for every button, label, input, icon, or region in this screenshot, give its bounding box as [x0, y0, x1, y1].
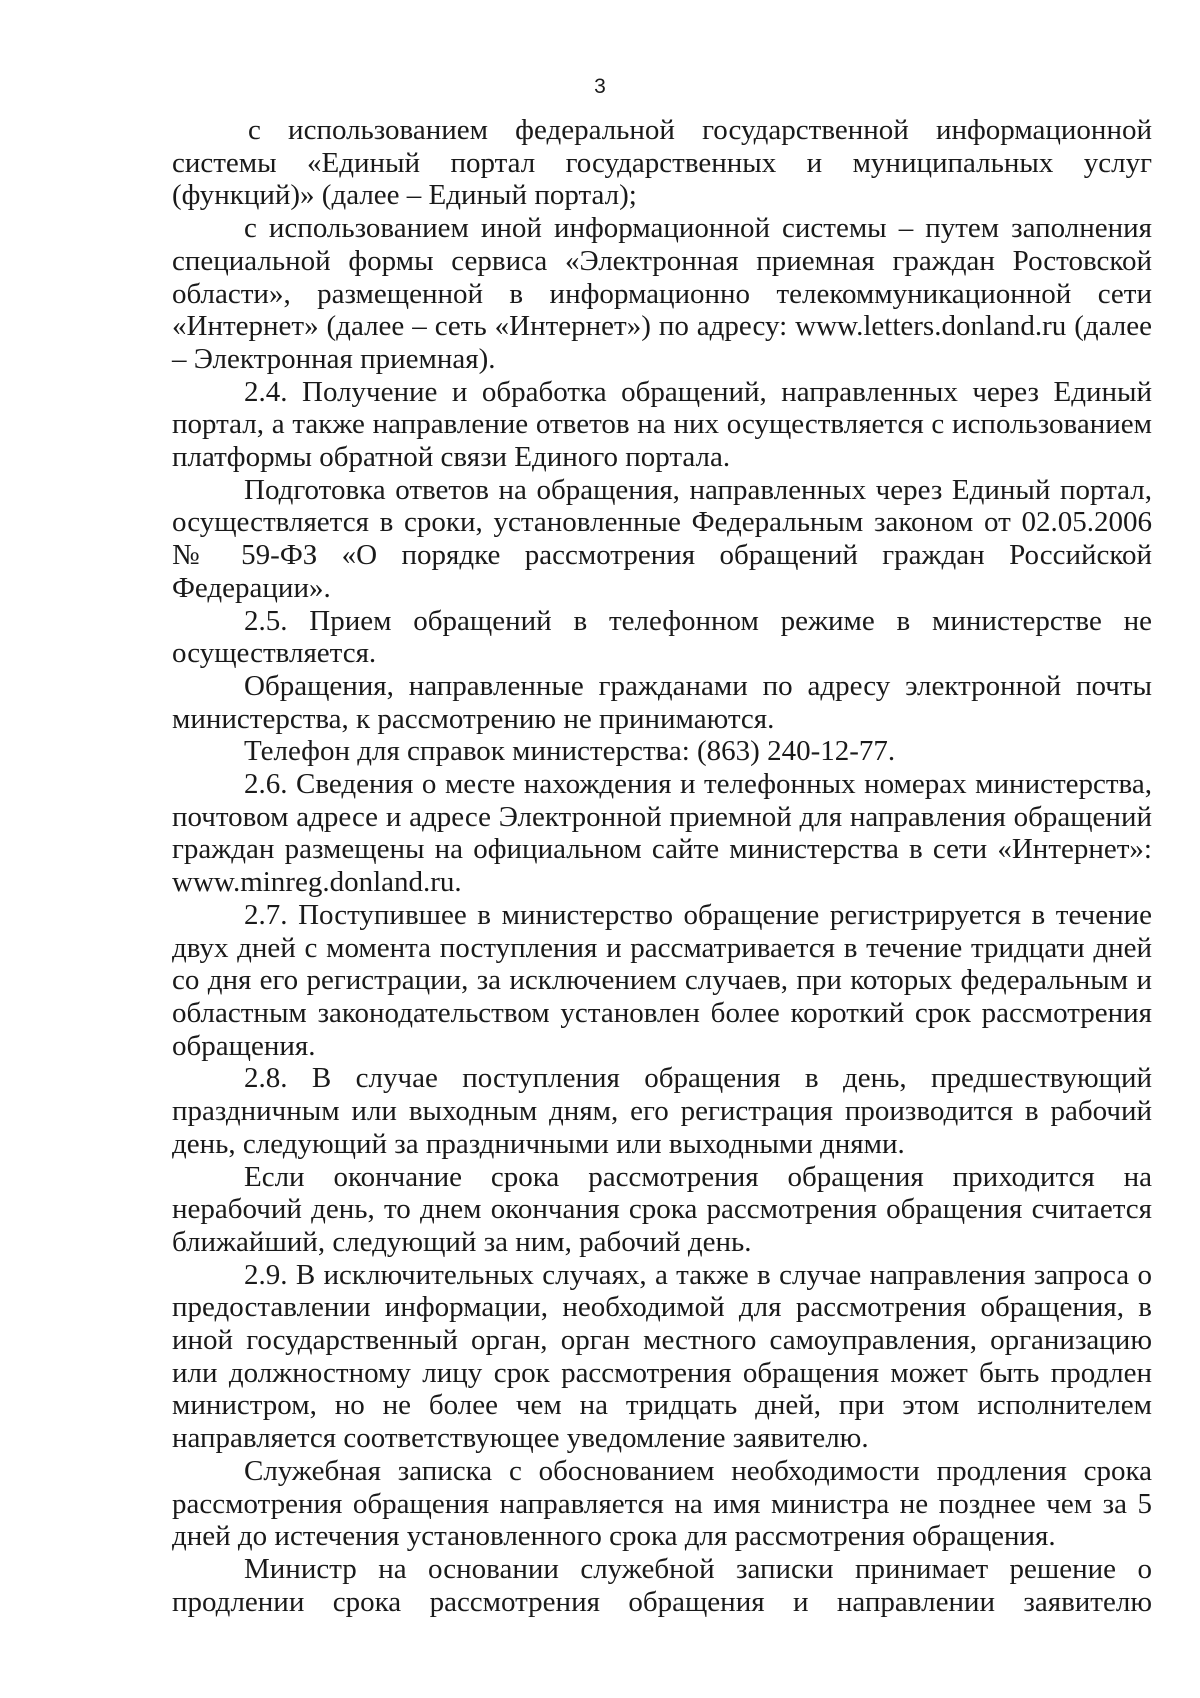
page-number: 3 — [594, 75, 606, 98]
paragraph-non-working-day: Если окончание срока рассмотрения обращения приходится на нерабочий день, то днем окончания срока рассмотрения обращения считается ближайший, следующий за ним, рабочий день. — [172, 1160, 1152, 1258]
paragraph-2-4: 2.4. Получение и обработка обращений, направленных через Единый портал, а также направление ответов на них осуществляется с использованием платформы обратной связи Единого портала. — [172, 375, 1152, 474]
paragraph-reference-phone: Телефон для справок министерства: (863) 240-12-77. — [244, 735, 896, 768]
paragraph-email-not-accepted: Обращения, направленные гражданами по адресу электронной почты министерства, к рассмотрению не принимаются. — [172, 669, 1152, 735]
paragraph-2-5: 2.5. Прием обращений в телефонном режиме в министерстве не осуществляется. — [172, 604, 1152, 670]
paragraph-response-deadlines: Подготовка ответов на обращения, направленных через Единый портал, осуществляется в сроки, установленные Федеральным законом от 02.05.2006 № 59-ФЗ «О порядке рассмотрения обращений граждан Российской Федерации». — [172, 473, 1152, 604]
paragraph-2-7: 2.7. Поступившее в министерство обращение регистрируется в течение двух дней с момента поступления и рассматривается в течение тридцати дней со дня его регистрации, за исключением случаев, при которых федеральным и областным законодательством установлен более короткий срок рассмотрения обращения. — [172, 898, 1152, 1062]
body-text — [172, 114, 1152, 1618]
paragraph-2-8: 2.8. В случае поступления обращения в день, предшествующий праздничным или выходным дням, его регистрация производится в рабочий день, следующий за праздничными или выходными днями. — [172, 1062, 1152, 1160]
paragraph-memo: Служебная записка с обоснованием необходимости продления срока рассмотрения обращения направляется на имя министра не позднее чем за 5 дней до истечения установленного срока для рассмотрения обращения. — [172, 1454, 1152, 1553]
paragraph-minister-decision: Министр на основании служебной записки принимает решение о продлении срока рассмотрения обращения и направлении заявителю — [172, 1552, 1152, 1618]
paragraph-epgu-channel: с использованием федеральной государственной информационной системы «Единый портал государственных и муниципальных услуг (функций)» (далее – Единый портал); — [172, 114, 1152, 212]
paragraph-electronic-reception-channel: с использованием иной информационной системы – путем заполнения специальной формы сервиса «Электронная приемная граждан Ростовской области», размещенной в информационно телекоммуникационной сети «Интернет» (далее – сеть «Интернет») по адресу: www.letters.donland.ru (далее – Электронная приемная). — [172, 212, 1152, 375]
paragraph-2-9: 2.9. В исключительных случаях, а также в случае направления запроса о предоставлении информации, необходимой для рассмотрения обращения, в иной государственный орган, орган местного самоуправления, организацию или должностному лицу срок рассмотрения обращения может быть продлен министром, но не более чем на тридцать дней, при этом исполнителем направляется соответствующее уведомление заявителю. — [172, 1258, 1152, 1455]
paragraph-2-6: 2.6. Сведения о месте нахождения и телефонных номерах министерства, почтовом адресе и адресе Электронной приемной для направления обращений граждан размещены на официальном сайте министерства в сети «Интернет»: www.minreg.donland.ru. — [172, 768, 1152, 899]
